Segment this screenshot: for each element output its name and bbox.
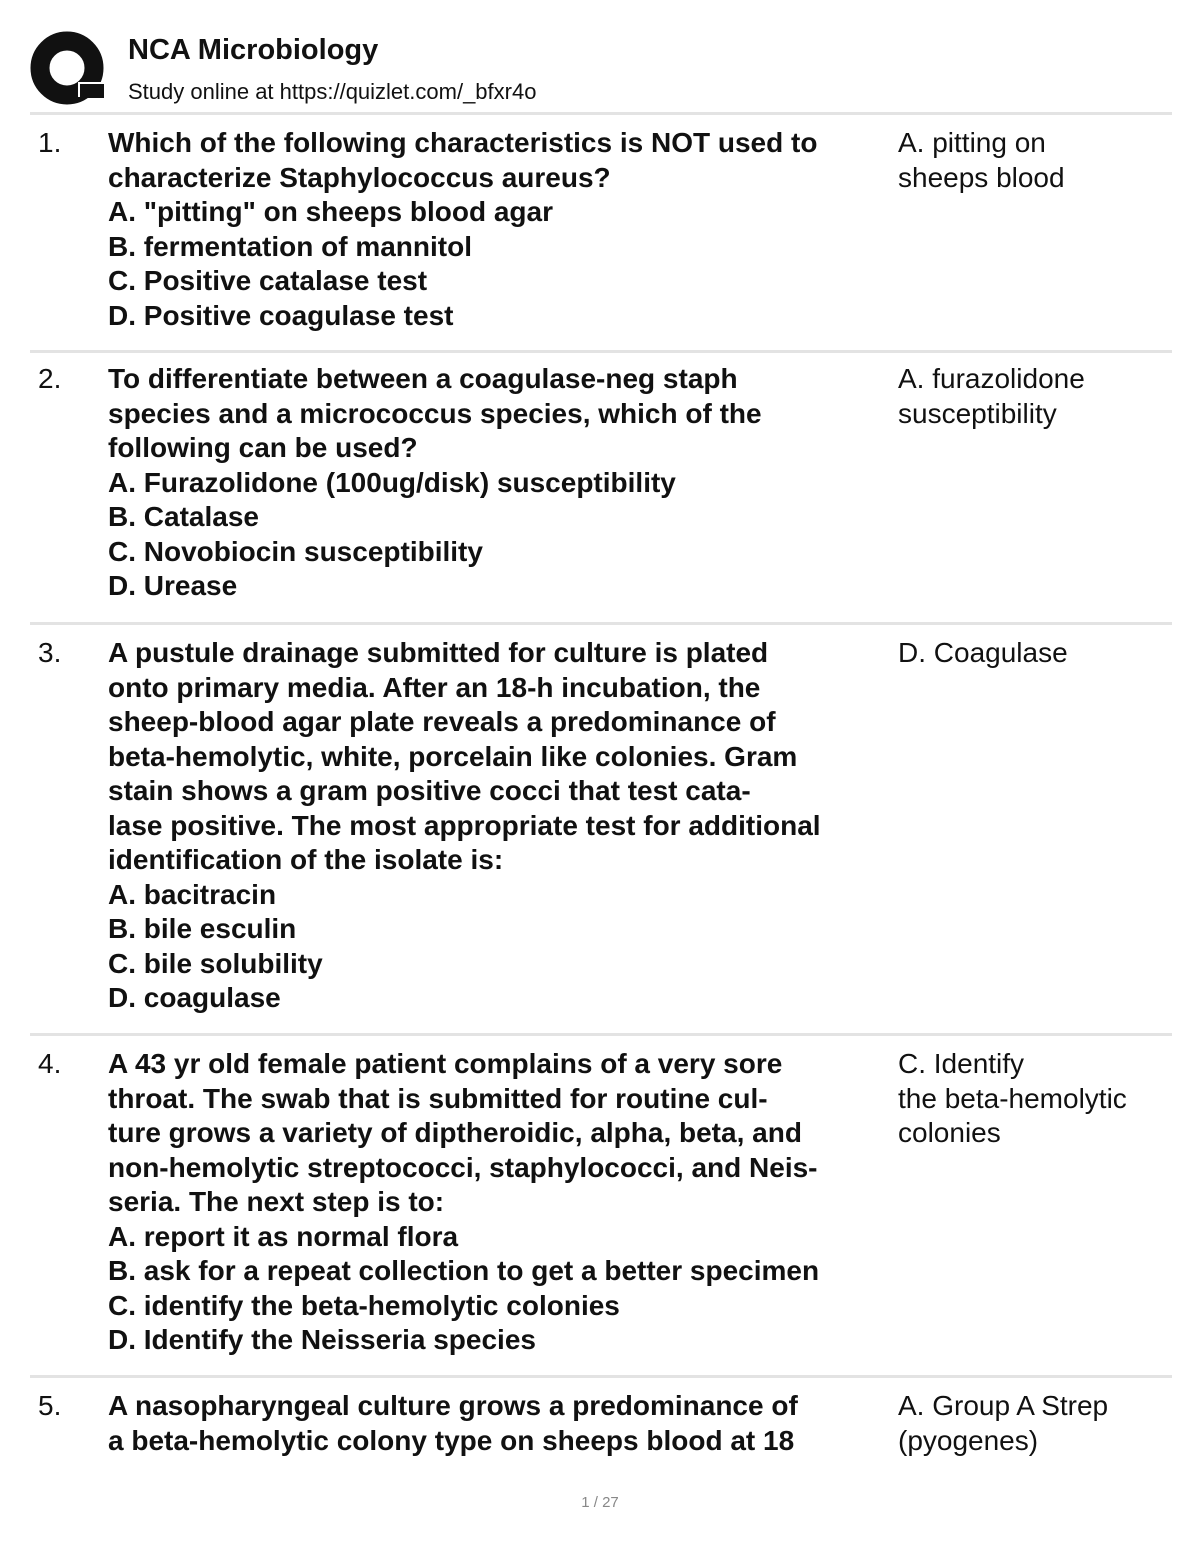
question-line: C. Novobiocin susceptibility	[108, 535, 483, 567]
answer-line: A. pitting on	[898, 127, 1046, 158]
question-line: stain shows a gram positive cocci that test cata-	[108, 775, 751, 806]
answer-line: A. Group A Strep	[898, 1390, 1109, 1421]
card-question	[108, 1389, 898, 1458]
question-line: ture grows a variety of diptheroidic, alpha, beta, and	[108, 1117, 802, 1148]
divider	[30, 350, 1172, 353]
card-question	[108, 636, 898, 1016]
question-line: onto primary media. After an 18-h incubation, the	[108, 671, 761, 703]
question-line: following can be used?	[108, 432, 418, 463]
answer-line: A. furazolidone	[898, 363, 1085, 394]
question-line: D. Positive coagulase test	[108, 299, 454, 331]
answer-line: colonies	[898, 1117, 1001, 1148]
question-line: A. report it as normal flora	[108, 1220, 459, 1252]
question-line: A pustule drainage submitted for culture is plated	[108, 637, 769, 668]
card-number: 1.	[38, 127, 62, 158]
question-line: To differentiate between a coagulase-neg staph	[108, 363, 738, 394]
question-line: C. bile solubility	[108, 947, 323, 979]
question-line: C. Positive catalase test	[108, 265, 428, 296]
question-line: C. identify the beta-hemolytic colonies	[108, 1289, 620, 1321]
question-line: B. bile esculin	[108, 913, 297, 944]
question-line: non-hemolytic streptococci, staphylococci, and Neis-	[108, 1151, 818, 1183]
divider	[30, 622, 1172, 625]
question-line: a beta-hemolytic colony type on sheeps blood at 18	[108, 1424, 795, 1456]
answer-line: D. Coagulase	[898, 637, 1068, 668]
card-number: 4.	[38, 1048, 62, 1079]
question-line: A. bacitracin	[108, 878, 277, 910]
card-answer	[898, 1047, 1170, 1151]
card-question	[108, 362, 898, 604]
question-line: lase positive. The most appropriate test for additional	[108, 809, 821, 841]
study-link[interactable]: Study online at https://quizlet.com/_bfxr4o	[128, 79, 537, 104]
divider	[30, 112, 1172, 115]
divider	[30, 1033, 1172, 1036]
answer-line: C. Identify	[898, 1048, 1025, 1079]
page-header	[30, 30, 1172, 114]
card-answer	[898, 1389, 1170, 1458]
card-question	[108, 126, 898, 333]
card-number: 5.	[38, 1390, 62, 1421]
question-line: A. Furazolidone (100ug/disk) susceptibility	[108, 466, 676, 498]
question-line: sheep-blood agar plate reveals a predominance of	[108, 706, 776, 737]
question-line: beta-hemolytic, white, porcelain like colonies. Gram	[108, 740, 798, 772]
question-line: A 43 yr old female patient complains of a very sore	[108, 1048, 783, 1079]
question-line: D. coagulase	[108, 982, 281, 1013]
page-number: 1 / 27	[581, 1494, 619, 1511]
card-number: 2.	[38, 363, 62, 394]
question-line: seria. The next step is to:	[108, 1186, 445, 1217]
deck-title: NCA Microbiology	[128, 34, 379, 66]
card-answer	[898, 636, 1170, 671]
question-line: characterize Staphylococcus aureus?	[108, 161, 611, 193]
question-line: B. fermentation of mannitol	[108, 230, 472, 262]
question-line: A. "pitting" on sheeps blood agar	[108, 196, 554, 227]
question-line: throat. The swab that is submitted for routine cul-	[108, 1082, 768, 1114]
question-line: Which of the following characteristics is NOT used to	[108, 127, 818, 158]
divider	[30, 1375, 1172, 1378]
card-answer	[898, 126, 1170, 195]
answer-line: susceptibility	[898, 397, 1057, 429]
question-line: identification of the isolate is:	[108, 844, 504, 875]
question-line: B. ask for a repeat collection to get a better specimen	[108, 1255, 820, 1286]
question-line: B. Catalase	[108, 501, 259, 532]
card-question	[108, 1047, 898, 1358]
question-line: species and a micrococcus species, which of the	[108, 397, 762, 429]
question-line: D. Urease	[108, 570, 238, 601]
quizlet-logo-icon	[30, 30, 108, 108]
answer-line: (pyogenes)	[898, 1424, 1039, 1456]
card-number: 3.	[38, 637, 62, 668]
question-line: D. Identify the Neisseria species	[108, 1324, 536, 1355]
question-line: A nasopharyngeal culture grows a predominance of	[108, 1390, 798, 1421]
answer-line: sheeps blood	[898, 161, 1065, 193]
card-answer	[898, 362, 1170, 431]
answer-line: the beta-hemolytic	[898, 1082, 1127, 1114]
